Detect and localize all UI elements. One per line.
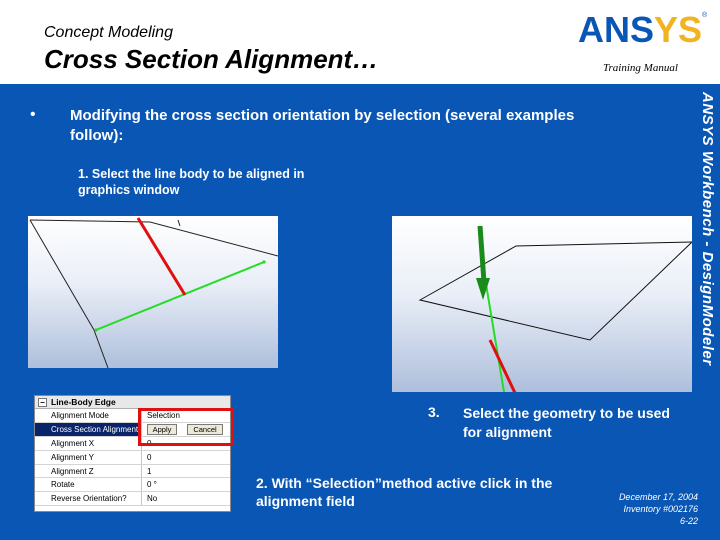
- header-divider: [0, 84, 720, 88]
- footer-page-number: 6-22: [679, 516, 698, 526]
- property-name: Rotate: [35, 478, 142, 491]
- collapse-icon[interactable]: −: [38, 398, 47, 407]
- alignment-direction-arrow: [480, 226, 484, 282]
- row-alignment-x[interactable]: [35, 437, 230, 451]
- alignment-x-value[interactable]: 0: [147, 438, 152, 448]
- row-alignment-y[interactable]: [35, 451, 230, 465]
- details-panel-title: Line-Body Edge: [51, 397, 116, 407]
- footer-date: December 17, 2004: [618, 492, 698, 502]
- footer: [590, 491, 698, 527]
- apply-button[interactable]: Apply: [147, 424, 177, 435]
- plane-drawing: [392, 216, 692, 392]
- alignment-y-value[interactable]: 0: [147, 452, 152, 462]
- property-name: Alignment Z: [35, 465, 142, 478]
- sketch-edge-top: [30, 220, 278, 256]
- details-panel[interactable]: [34, 395, 231, 512]
- step-3-number: 3.: [428, 404, 440, 420]
- line-body-drawing: [28, 216, 278, 368]
- aligned-line-body: [486, 284, 504, 392]
- step-3-text: Select the geometry to be used for alignment: [463, 405, 670, 440]
- property-name: Alignment X: [35, 437, 142, 450]
- rotate-value[interactable]: 0 °: [147, 480, 157, 490]
- line-endpoint-end: [262, 260, 265, 263]
- line-endpoint-start: [94, 328, 97, 331]
- logo-sys-text: YS: [654, 9, 703, 48]
- slide-title: Cross Section Alignment…: [44, 44, 379, 74]
- selected-plane-face[interactable]: [420, 242, 692, 340]
- cancel-button[interactable]: Cancel: [187, 424, 223, 435]
- details-panel-header[interactable]: [35, 396, 230, 409]
- sketch-tick: [178, 220, 180, 226]
- graphics-window-2[interactable]: [392, 216, 692, 392]
- footer-inventory: Inventory #002176: [623, 504, 698, 514]
- property-name: Cross Section Alignment: [35, 423, 142, 436]
- logo-registered-mark: ®: [702, 12, 708, 19]
- graphics-window-1[interactable]: [28, 216, 278, 368]
- sketch-edge-left: [30, 220, 94, 330]
- ansys-logo: [576, 8, 710, 48]
- sidebar-product-name: ANSYS Workbench - DesignModeler: [699, 92, 716, 366]
- sketch-edge-lower: [94, 330, 108, 368]
- bullet-icon: •: [30, 106, 36, 123]
- step-2-text: 2. With “Selection”method active click in the alignment field: [256, 475, 553, 509]
- row-alignment-z[interactable]: [35, 465, 230, 479]
- pointer-arrow-2: [490, 340, 524, 392]
- selected-line-body[interactable]: [96, 262, 264, 330]
- alignment-mode-value[interactable]: Selection: [147, 411, 180, 420]
- reverse-orientation-value[interactable]: No: [147, 494, 158, 504]
- row-cross-section-alignment[interactable]: [35, 423, 230, 437]
- bullet-text: Modifying the cross section orientation by selection (several examples follow):: [70, 107, 575, 144]
- training-manual-label: Training Manual: [603, 62, 678, 74]
- logo-ans-text: ANS: [578, 9, 655, 48]
- slide-subtitle: Concept Modeling: [44, 24, 173, 41]
- step-1-text: 1. Select the line body to be aligned in graphics window: [78, 167, 305, 197]
- alignment-z-value[interactable]: 1: [147, 466, 152, 476]
- property-name: Alignment Y: [35, 451, 142, 464]
- property-name: Reverse Orientation?: [35, 492, 142, 505]
- property-name: Alignment Mode: [35, 409, 142, 422]
- row-rotate[interactable]: [35, 478, 230, 492]
- row-reverse-orientation[interactable]: [35, 492, 230, 506]
- row-alignment-mode[interactable]: [35, 409, 230, 423]
